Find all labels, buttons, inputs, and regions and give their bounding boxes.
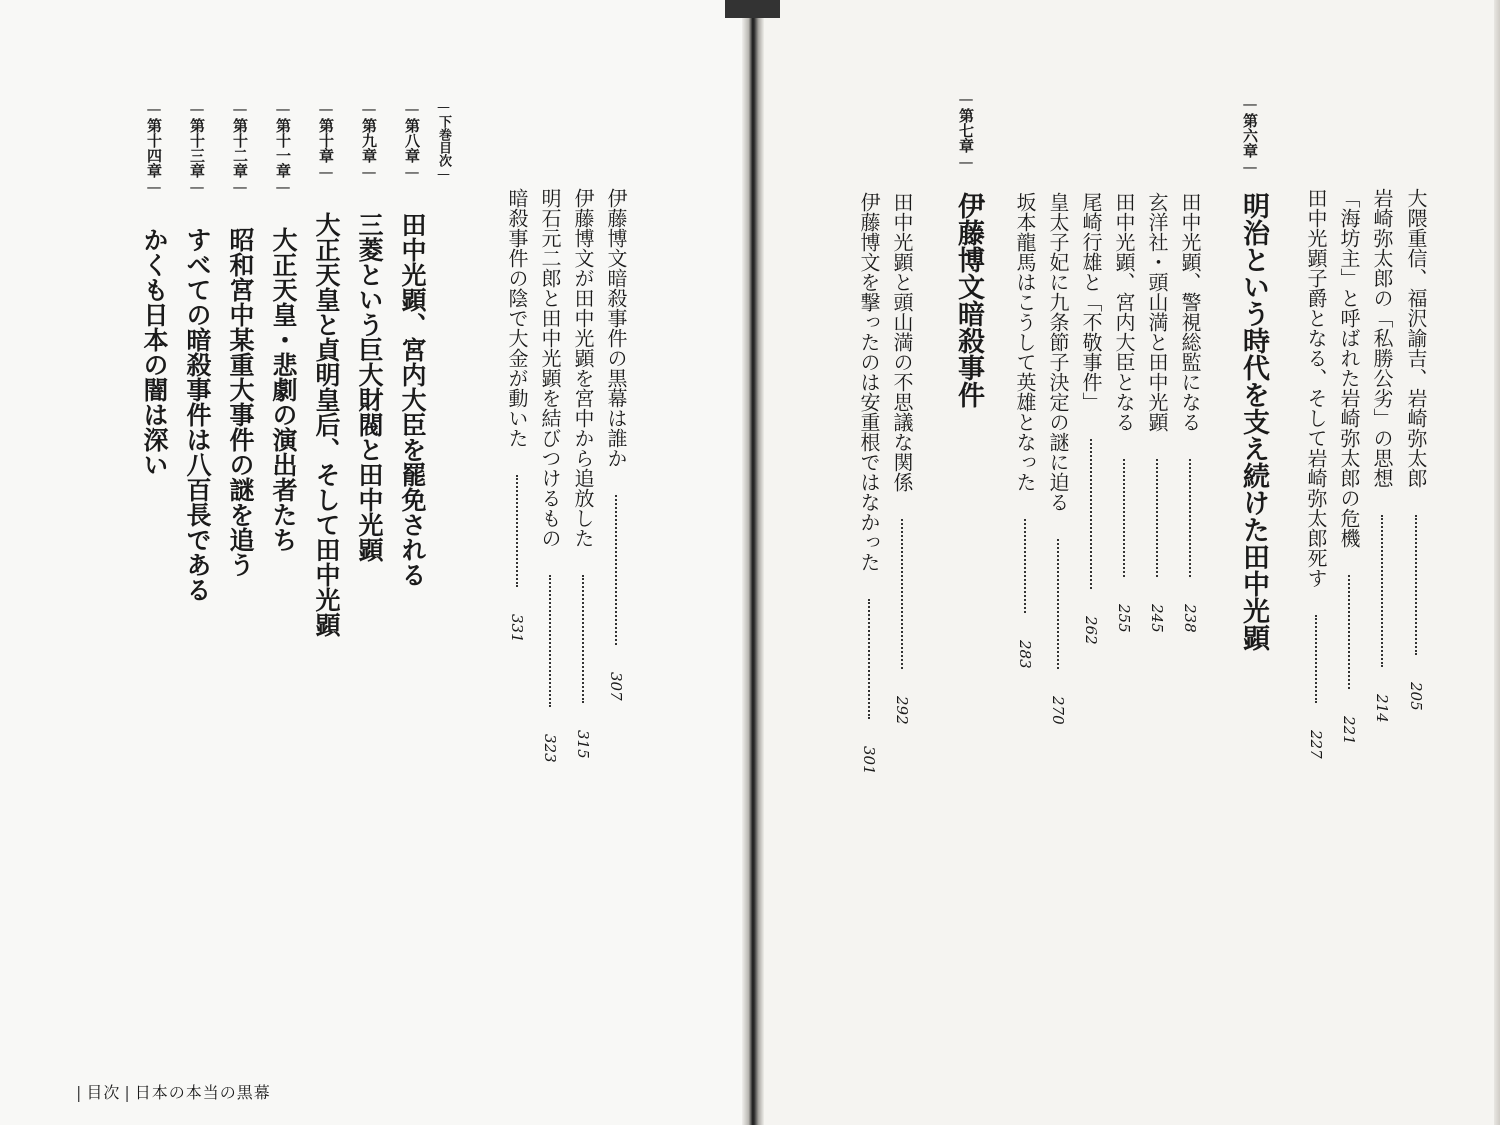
toc-entry: 岩崎弥太郎の「私勝公劣」の思想 214 bbox=[1370, 188, 1394, 723]
volume2-chapter: —第十章— 大正天皇と貞明皇后、そして田中光顕 bbox=[312, 100, 341, 637]
volume2-chapter: —第九章— 三菱という巨大財閥と田中光顕 bbox=[355, 100, 384, 562]
dot-leader bbox=[615, 495, 617, 645]
volume2-chapter: —第十三章— すべての暗殺事件は八百長である bbox=[183, 100, 212, 602]
toc-entry: 伊藤博文が田中光顕を宮中から追放した 315 bbox=[571, 188, 595, 759]
dot-leader bbox=[1381, 515, 1383, 667]
chapter-label: —第六章— bbox=[1241, 95, 1259, 176]
toc-entry: 尾崎行雄と「不敬事件」 262 bbox=[1079, 192, 1103, 645]
toc-entry: 玄洋社・頭山満と田中光顕 245 bbox=[1145, 192, 1169, 633]
footer-section: 目次 bbox=[86, 1083, 121, 1102]
dot-leader bbox=[1057, 539, 1059, 669]
toc-entry: 坂本龍馬はこうして英雄となった 283 bbox=[1013, 192, 1037, 669]
toc-entry: 伊藤博文暗殺事件の黒幕は誰か 307 bbox=[604, 188, 628, 701]
toc-entry: 田中光顕、警視総監になる 238 bbox=[1178, 192, 1202, 633]
page-footer: | 目次 | 日本の本当の黒幕 bbox=[76, 1083, 271, 1102]
gutter-shadow bbox=[725, 0, 780, 18]
volume2-label: —下巻目次— bbox=[436, 100, 451, 182]
toc-entry: 明石元二郎と田中光顕を結びつけるもの 323 bbox=[538, 188, 562, 763]
toc-entry: 伊藤博文を撃ったのは安重根ではなかった 301 bbox=[857, 192, 881, 775]
toc-entry: 大隈重信、福沢諭吉、岩崎弥太郎 205 bbox=[1404, 188, 1428, 711]
page-edge bbox=[1494, 0, 1500, 1125]
dot-leader bbox=[516, 475, 518, 587]
dot-leader bbox=[1189, 459, 1191, 577]
volume2-chapter: —第八章— 田中光顕、宮内大臣を罷免される bbox=[398, 100, 427, 587]
toc-entry: 田中光顕と頭山満の不思議な関係 292 bbox=[890, 192, 914, 725]
volume2-chapter: —第十二章— 昭和宮中某重大事件の謎を追う bbox=[226, 100, 255, 577]
dot-leader bbox=[1415, 515, 1417, 655]
volume2-chapter: —第十一章— 大正天皇・悲劇の演出者たち bbox=[269, 100, 298, 552]
toc-entry: 田中光顕、宮内大臣となる 255 bbox=[1112, 192, 1136, 633]
toc-entry: 田中光顕子爵となる、そして岩崎弥太郎死す 227 bbox=[1304, 188, 1328, 759]
volume2-chapter: —第十四章— かくも日本の闇は深い bbox=[140, 100, 169, 477]
dot-leader bbox=[1090, 439, 1092, 589]
dot-leader bbox=[1315, 615, 1317, 703]
dot-leader bbox=[549, 575, 551, 707]
book-gutter bbox=[742, 0, 764, 1125]
toc-entry: 暗殺事件の陰で大金が動いた 331 bbox=[505, 188, 529, 643]
dot-leader bbox=[1123, 459, 1125, 577]
chapter-label: —第七章— bbox=[957, 90, 975, 171]
dot-leader bbox=[868, 599, 870, 719]
dot-leader bbox=[901, 519, 903, 669]
dot-leader bbox=[1348, 575, 1350, 689]
chapter-title: 伊藤博文暗殺事件 bbox=[953, 192, 984, 408]
dot-leader bbox=[582, 575, 584, 703]
footer-book-title: 日本の本当の黒幕 bbox=[134, 1083, 271, 1102]
dot-leader bbox=[1156, 459, 1158, 577]
dot-leader bbox=[1024, 519, 1026, 613]
toc-entry: 皇太子妃に九条節子決定の謎に迫る 270 bbox=[1046, 192, 1070, 725]
chapter-title: 明治という時代を支え続けた田中光顕 bbox=[1238, 192, 1269, 651]
toc-entry: 「海坊主」と呼ばれた岩崎弥太郎の危機 221 bbox=[1337, 188, 1361, 745]
